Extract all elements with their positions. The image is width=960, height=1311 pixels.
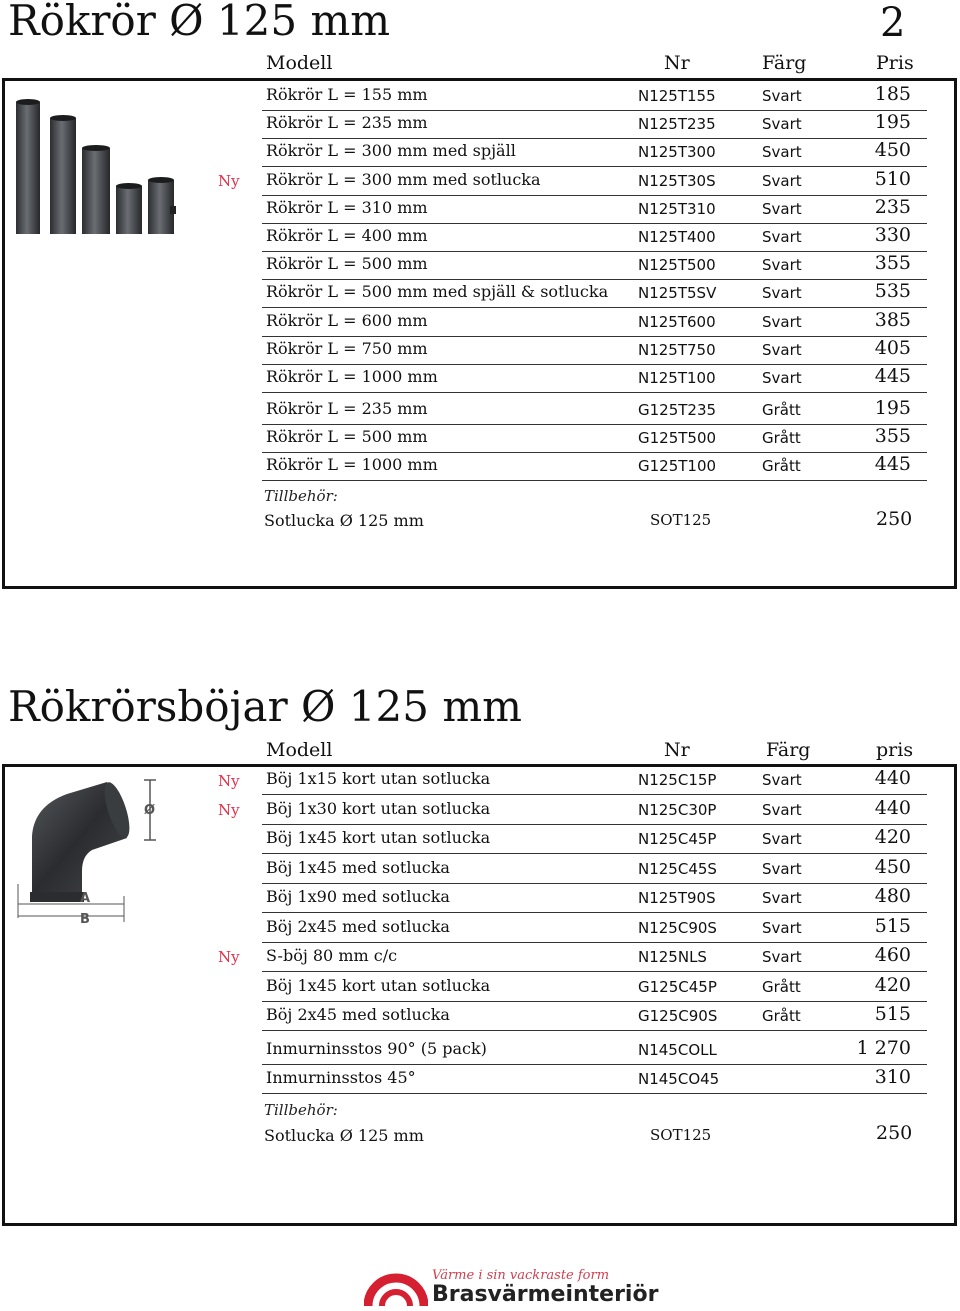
table-row [262, 1002, 927, 1031]
cell-nr: N125T500 [638, 256, 716, 275]
cell-model: Böj 2x45 med sotlucka [266, 1005, 450, 1024]
cell-pris: 535 [874, 280, 911, 303]
cell-model: Rökrör L = 600 mm [266, 310, 428, 330]
cell-pris: 440 [874, 767, 911, 789]
cell-model: Rökrör L = 500 mm [266, 427, 428, 446]
cell-pris: 385 [874, 308, 911, 331]
cell-pris: 450 [874, 139, 911, 162]
table-row [262, 138, 927, 167]
cell-nr: G125T100 [638, 457, 717, 475]
cell-farg: Grått [762, 457, 801, 475]
cell-nr: N125T100 [638, 369, 716, 387]
pipe-illustration [10, 90, 180, 240]
cell-pris: 330 [874, 224, 911, 246]
cell-farg: Grått [762, 977, 801, 996]
new-badge: Ny [218, 948, 240, 966]
table-row [262, 1036, 927, 1065]
cell-pris: 420 [874, 826, 911, 848]
table-row [262, 396, 927, 425]
cell-nr: N125T300 [638, 143, 716, 162]
cell-pris: 460 [874, 944, 911, 966]
cell-nr: N145COLL [638, 1041, 717, 1059]
cell-farg: Svart [762, 340, 802, 359]
cell-pris: 510 [874, 167, 911, 190]
table-row [262, 973, 927, 1002]
table-row [262, 766, 927, 795]
cell-pris: 355 [874, 425, 911, 447]
cell-pris: 235 [874, 195, 911, 218]
dimension-b-label: B [80, 912, 90, 926]
cell-nr: N125T155 [638, 87, 716, 105]
page-title: Rökrör Ø 125 mm [8, 0, 391, 45]
cell-farg: Svart [762, 800, 802, 819]
cell-nr: N125T400 [638, 228, 716, 246]
cell-farg: Svart [762, 87, 802, 105]
cell-farg: Svart [762, 115, 802, 134]
cell-nr: N125C45P [638, 830, 717, 848]
cell-pris: 310 [874, 1066, 911, 1088]
accessory-pris: 250 [876, 508, 913, 530]
cell-model: Böj 1x90 med sotlucka [266, 887, 450, 906]
cell-model: S-böj 80 mm c/c [266, 946, 398, 965]
cell-pris: 1 270 [856, 1037, 911, 1059]
cell-pris: 440 [874, 796, 911, 819]
header2-model: Modell [266, 739, 333, 761]
cell-farg: Svart [762, 199, 802, 218]
cell-nr: N125C90S [638, 918, 717, 937]
cell-farg: Svart [762, 256, 802, 275]
cell-farg: Svart [762, 948, 802, 966]
accessory-model: Sotlucka Ø 125 mm [264, 511, 424, 530]
header2-pris: pris [876, 739, 914, 761]
cell-nr: G125T235 [638, 401, 717, 419]
cell-nr: G125C45P [638, 977, 717, 996]
accessory-nr: SOT125 [650, 511, 712, 529]
cell-nr: N125NLS [638, 948, 707, 966]
table-row [262, 336, 927, 365]
cell-nr: N125C15P [638, 771, 717, 789]
cell-farg: Svart [762, 771, 802, 789]
table-row [262, 251, 927, 280]
cell-nr: N125T750 [638, 340, 716, 359]
table-row [262, 1065, 927, 1094]
cell-nr: N125C30P [638, 800, 717, 819]
cell-farg: Svart [762, 859, 802, 878]
diameter-label: Ø [144, 803, 156, 818]
cell-model: Rökrör L = 235 mm [266, 399, 428, 418]
table-row [262, 223, 927, 252]
cell-pris: 450 [874, 855, 911, 878]
new-badge: Ny [218, 801, 240, 819]
cell-model: Rökrör L = 310 mm [266, 197, 428, 217]
cell-model: Rökrör L = 750 mm [266, 338, 428, 358]
cell-farg: Svart [762, 228, 802, 246]
table-row [262, 424, 927, 453]
cell-model: Böj 1x45 med sotlucka [266, 857, 450, 877]
accessories-label-2: Tillbehör: [264, 1101, 338, 1119]
table-row [262, 82, 927, 111]
table-row [262, 943, 927, 972]
header-nr: Nr [664, 52, 690, 74]
cell-model: Rökrör L = 155 mm [266, 85, 428, 104]
table-row [262, 884, 927, 913]
table-row [262, 167, 927, 196]
new-badge: Ny [218, 772, 240, 790]
cell-farg: Grått [762, 429, 801, 447]
brand-logo-icon [364, 1268, 428, 1308]
cell-farg: Svart [762, 312, 802, 331]
cell-farg: Svart [762, 889, 802, 907]
cell-pris: 445 [874, 453, 911, 475]
cell-pris: 445 [874, 365, 911, 387]
cell-model: Rökrör L = 300 mm med spjäll [266, 141, 516, 161]
accessory2-nr: SOT125 [650, 1126, 712, 1144]
cell-model: Böj 1x15 kort utan sotlucka [266, 769, 491, 788]
cell-farg: Grått [762, 1007, 801, 1025]
cell-model: Rökrör L = 400 mm [266, 226, 428, 245]
header-pris: Pris [876, 52, 914, 74]
cell-pris: 195 [874, 111, 911, 134]
accessories-label: Tillbehör: [264, 487, 338, 505]
table-row [262, 279, 927, 308]
footer-brand: Brasvärmeinteriör [432, 1282, 659, 1307]
cell-model: Rökrör L = 300 mm med sotlucka [266, 169, 541, 189]
cell-pris: 355 [874, 252, 911, 275]
cell-nr: G125C90S [638, 1007, 718, 1025]
cell-nr: G125T500 [638, 429, 717, 447]
cell-model: Böj 1x45 kort utan sotlucka [266, 975, 491, 995]
cell-nr: N145CO45 [638, 1070, 720, 1088]
cell-pris: 480 [874, 885, 911, 907]
header-model: Modell [266, 52, 333, 74]
cell-model: Rökrör L = 1000 mm [266, 455, 438, 474]
header-farg: Färg [762, 52, 807, 74]
cell-nr: N125T5SV [638, 284, 717, 303]
cell-pris: 405 [874, 336, 911, 359]
cell-pris: 420 [874, 973, 911, 996]
accessory2-model: Sotlucka Ø 125 mm [264, 1126, 424, 1145]
table-row [262, 308, 927, 337]
cell-model: Böj 1x45 kort utan sotlucka [266, 828, 491, 847]
cell-farg: Svart [762, 284, 802, 303]
cell-model: Inmurninsstos 90° (5 pack) [266, 1039, 487, 1058]
cell-model: Böj 2x45 med sotlucka [266, 916, 450, 936]
cell-farg: Grått [762, 401, 801, 419]
cell-nr: N125T235 [638, 115, 716, 134]
table-row [262, 914, 927, 943]
cell-pris: 195 [874, 397, 911, 419]
footer-slogan: Värme i sin vackraste form [432, 1268, 610, 1283]
table-row [262, 796, 927, 825]
cell-pris: 185 [874, 83, 911, 105]
cell-nr: N125T310 [638, 199, 716, 218]
cell-farg: Svart [762, 143, 802, 162]
header2-nr: Nr [664, 739, 690, 761]
elbow-illustration [12, 776, 172, 926]
cell-model: Böj 1x30 kort utan sotlucka [266, 798, 491, 818]
cell-model: Rökrör L = 235 mm [266, 113, 428, 133]
cell-farg: Svart [762, 369, 802, 387]
table-row [262, 110, 927, 139]
table-row [262, 855, 927, 884]
cell-farg: Svart [762, 171, 802, 190]
cell-farg: Svart [762, 918, 802, 937]
page-number: 2 [880, 0, 906, 46]
cell-model: Inmurninsstos 45° [266, 1068, 416, 1087]
table-row [262, 364, 927, 393]
cell-farg: Svart [762, 830, 802, 848]
table-row [262, 195, 927, 224]
header2-farg: Färg [766, 739, 811, 761]
table-row [262, 825, 927, 854]
accessory2-pris: 250 [876, 1122, 913, 1144]
cell-nr: N125T600 [638, 312, 716, 331]
cell-nr: N125T90S [638, 889, 716, 907]
cell-nr: N125C45S [638, 859, 717, 878]
cell-model: Rökrör L = 1000 mm [266, 367, 438, 386]
cell-pris: 515 [874, 914, 911, 937]
cell-pris: 515 [874, 1003, 911, 1025]
section2-title: Rökrörsböjar Ø 125 mm [8, 682, 522, 731]
cell-model: Rökrör L = 500 mm [266, 254, 428, 274]
cell-nr: N125T30S [638, 171, 716, 190]
dimension-a-label: A [80, 891, 91, 906]
new-badge: Ny [218, 172, 240, 190]
table-row [262, 452, 927, 481]
cell-model: Rökrör L = 500 mm med spjäll & sotlucka [266, 282, 609, 302]
